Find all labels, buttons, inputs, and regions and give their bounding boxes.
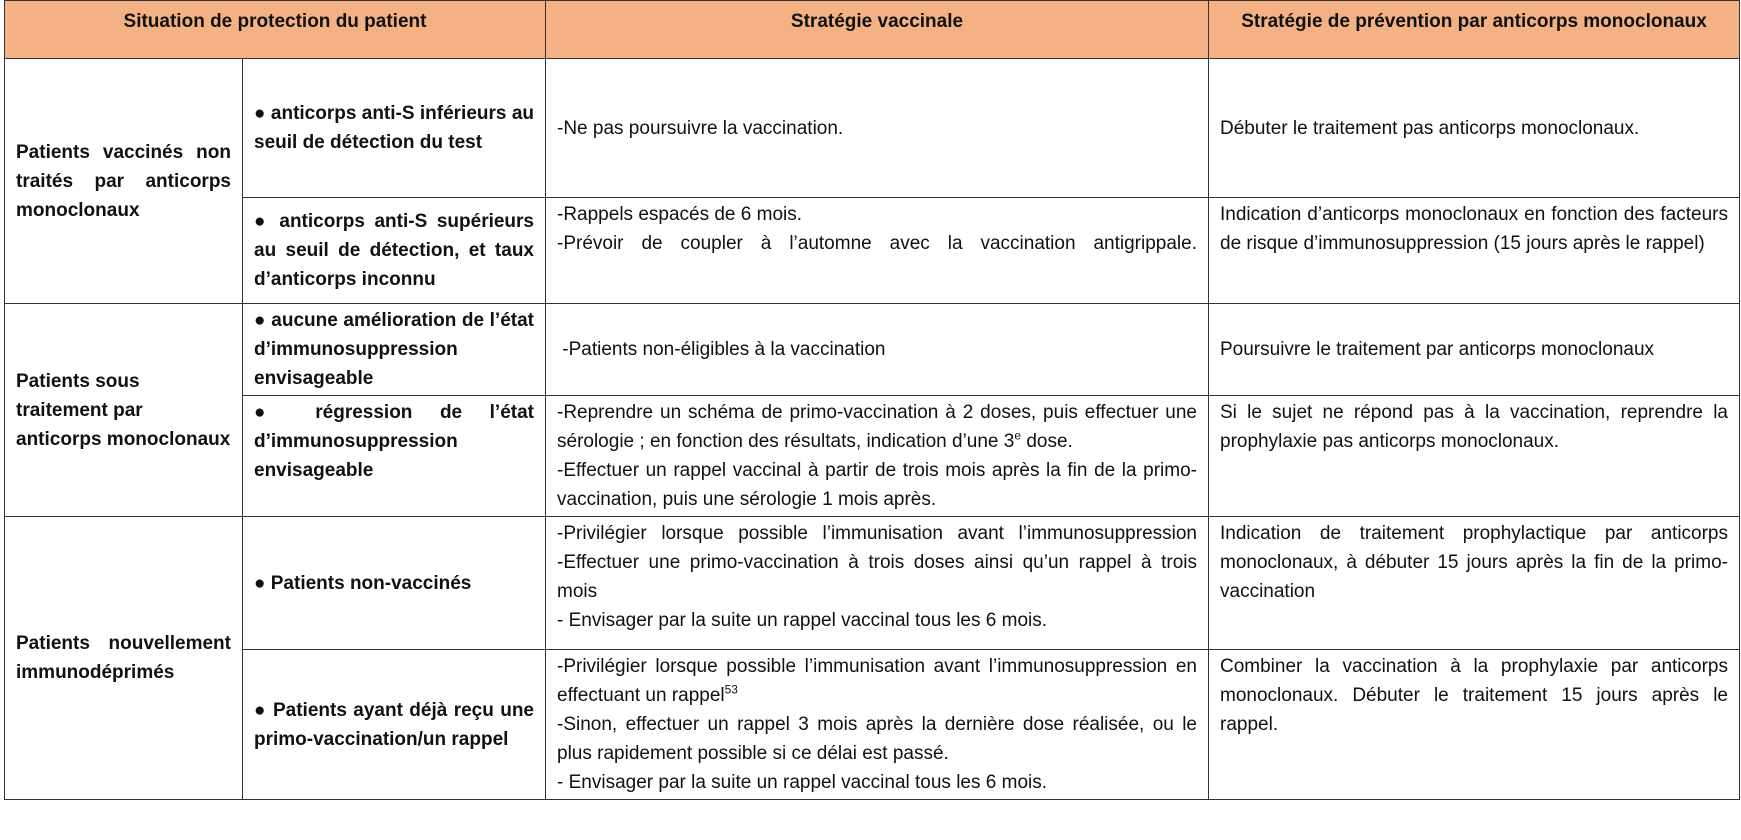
table-row xyxy=(5,59,1740,198)
strategy-cell xyxy=(546,517,1209,650)
prevention-cell: Indication d’anticorps monoclonaux en fonction des facteurs de risque d’immunosuppression (15 jours après le rappel) xyxy=(1209,198,1740,304)
strategy-cell xyxy=(546,650,1209,800)
strategy-line: -Rappels espacés de 6 mois. xyxy=(557,204,803,225)
subsituation-cell: ● anticorps anti-S inférieurs au seuil de détection du test xyxy=(243,59,546,198)
header-situation: Situation de protection du patient xyxy=(5,1,546,59)
subsituation-cell: ● régression de l’état d’immunosuppression envisageable xyxy=(243,396,546,517)
strategy-cell xyxy=(546,396,1209,517)
table-row xyxy=(5,396,1740,517)
situation-cell: Patients sous traitement par anticorps monoclonaux xyxy=(5,304,243,517)
footnote-ref: 53 xyxy=(724,682,738,697)
table-row xyxy=(5,650,1740,800)
strategy-line: - Envisager par la suite un rappel vaccinal tous les 6 mois. xyxy=(557,772,1048,793)
table-row xyxy=(5,517,1740,650)
table-row xyxy=(5,198,1740,304)
strategy-line-text: -Reprendre un schéma de primo-vaccination à 2 doses, puis effectuer une sérologie ; en fonction des résultats, indication d’une 3e dose. xyxy=(557,402,1197,452)
strategy-line: -Sinon, effectuer un rappel 3 mois après la dernière dose réalisée, ou le plus rapidement possible si ce délai est passé. xyxy=(557,714,1197,764)
subsituation-cell: ● anticorps anti-S supérieurs au seuil de détection, et taux d’anticorps inconnu xyxy=(243,198,546,304)
strategy-line-text: -Privilégier lorsque possible l’immunisation avant l’immunosuppression en effectuant un rappel xyxy=(557,656,1197,706)
prevention-cell: Débuter le traitement pas anticorps monoclonaux. xyxy=(1209,59,1740,198)
strategy-line: -Effectuer une primo-vaccination à trois doses ainsi qu’un rappel à trois mois xyxy=(557,552,1197,602)
subsituation-cell: ● Patients ayant déjà reçu une primo-vaccination/un rappel xyxy=(243,650,546,800)
prevention-cell: Indication de traitement prophylactique par anticorps monoclonaux, à débuter 15 jours après la fin de la primo-vaccination xyxy=(1209,517,1740,650)
ordinal-suffix: e xyxy=(1014,428,1022,443)
strategy-line xyxy=(557,398,1197,456)
strategy-line: -Patients non-éligibles à la vaccination xyxy=(557,339,886,360)
strategy-cell xyxy=(546,59,1209,198)
prevention-cell: Combiner la vaccination à la prophylaxie par anticorps monoclonaux. Débuter le traitement 15 jours après le rappel. xyxy=(1209,650,1740,800)
strategy-cell xyxy=(546,198,1209,304)
strategy-line: - Envisager par la suite un rappel vaccinal tous les 6 mois. xyxy=(557,610,1048,631)
strategy-line xyxy=(557,652,1197,710)
prevention-cell: Si le sujet ne répond pas à la vaccination, reprendre la prophylaxie pas anticorps monoclonaux. xyxy=(1209,396,1740,517)
subsituation-cell: ● aucune amélioration de l’état d’immunosuppression envisageable xyxy=(243,304,546,396)
header-row xyxy=(5,1,1740,59)
situation-cell: Patients nouvellement immunodéprimés xyxy=(5,517,243,800)
strategy-line: -Effectuer un rappel vaccinal à partir de trois mois après la fin de la primo-vaccination, puis une sérologie 1 mois après. xyxy=(557,460,1197,510)
strategy-line: -Privilégier lorsque possible l’immunisation avant l’immunosuppression xyxy=(557,523,1197,544)
prevention-cell: Poursuivre le traitement par anticorps monoclonaux xyxy=(1209,304,1740,396)
table-row xyxy=(5,304,1740,396)
vaccination-strategy-table xyxy=(4,0,1740,800)
header-antibody-strategy: Stratégie de prévention par anticorps monoclonaux xyxy=(1209,1,1740,59)
subsituation-cell: ● Patients non-vaccinés xyxy=(243,517,546,650)
situation-cell: Patients vaccinés non traités par anticorps monoclonaux xyxy=(5,59,243,304)
header-vaccine-strategy: Stratégie vaccinale xyxy=(546,1,1209,59)
strategy-cell xyxy=(546,304,1209,396)
strategy-line: -Ne pas poursuivre la vaccination. xyxy=(557,117,844,139)
strategy-line: -Prévoir de coupler à l’automne avec la vaccination antigrippale. xyxy=(557,233,1197,254)
